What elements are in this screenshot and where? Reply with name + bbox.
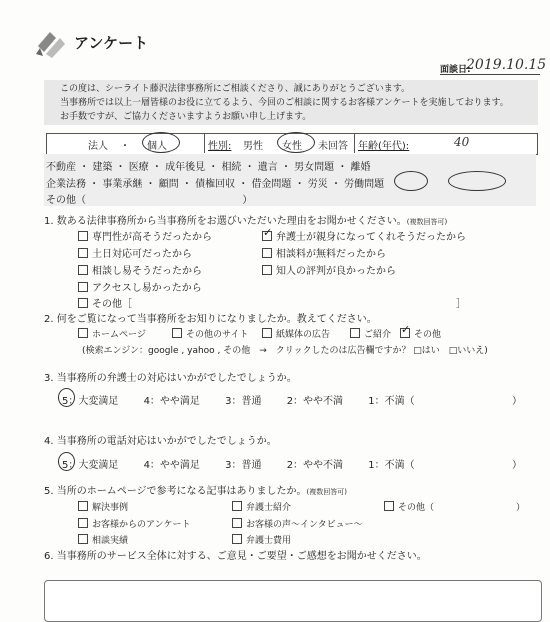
checkbox[interactable] — [262, 328, 272, 338]
q1-title: 1. 数ある法律事務所から当事務所をお選びいただいた理由をお聞かせください。(複数回答可) — [44, 216, 448, 227]
gender-male[interactable]: 男性 — [243, 141, 263, 152]
date-label: 面談日: — [440, 65, 471, 75]
comment-box[interactable] — [44, 580, 542, 622]
checkbox[interactable] — [78, 248, 88, 258]
selected-circle — [58, 388, 75, 407]
category-item[interactable]: 借金問題 — [251, 179, 292, 190]
scale-option[interactable]: 3：普通 — [225, 460, 262, 471]
checkbox[interactable] — [78, 282, 88, 292]
q2-option[interactable]: ホームページ — [78, 327, 146, 340]
scale-option[interactable]: 2：やや不満 — [286, 396, 344, 407]
gender-no-answer[interactable]: 未回答 — [318, 141, 348, 152]
category-item[interactable]: 労働問題 — [344, 179, 385, 190]
q1-option[interactable]: 土日対応可だったから — [78, 245, 192, 260]
checkbox[interactable] — [78, 501, 88, 511]
checkbox[interactable] — [78, 534, 88, 544]
checkbox[interactable] — [232, 501, 242, 511]
q5-option-other[interactable]: その他（ — [384, 500, 434, 513]
q2-option[interactable]: ご紹介 — [350, 327, 391, 340]
q3-scale-end: ） — [512, 396, 522, 407]
checkbox[interactable] — [78, 328, 88, 338]
scale-option[interactable]: 5：大変満足 — [62, 396, 119, 407]
age-value[interactable]: 40 — [454, 135, 470, 149]
type-separator: ・ — [120, 141, 130, 152]
category-item[interactable]: 不動産 — [46, 162, 76, 173]
category-item[interactable]: 建築 — [92, 162, 113, 173]
page-title: アンケート — [74, 34, 149, 52]
type-corp[interactable]: 法人 — [88, 141, 108, 152]
q5-other-end: ） — [516, 503, 526, 513]
date-value: 2019.10.15 — [466, 57, 547, 73]
selected-circle — [58, 452, 75, 471]
checkbox[interactable] — [78, 518, 88, 528]
q2-option[interactable]: ✓ その他 — [401, 323, 442, 340]
checkbox[interactable] — [350, 328, 360, 338]
scale-option[interactable]: 1：不満（ — [368, 460, 415, 471]
category-item[interactable]: 債権回収 — [195, 179, 236, 190]
q5-option[interactable]: 弁護士紹介 — [232, 500, 291, 513]
date-underline — [440, 74, 540, 75]
profile-divider — [354, 133, 355, 153]
intro-line-2: 当事務所では以上一層皆様のお役に立てるよう、今回のご相談に関するお客様アンケートを実施しております。 — [60, 98, 509, 108]
q5-option[interactable]: 解決事例 — [78, 500, 128, 513]
category-other-label: その他（ — [46, 195, 86, 206]
intro-line-3: お手数ですが、ご協力くださいますようお願い申し上げます。 — [60, 112, 312, 122]
category-item[interactable]: 事業承継 — [102, 179, 143, 190]
category-item[interactable]: 企業法務 — [46, 179, 86, 190]
checkbox[interactable] — [262, 248, 272, 258]
checkbox[interactable] — [78, 298, 88, 308]
q1-option[interactable]: 知人の評判が良かったから — [262, 262, 396, 277]
scale-option[interactable]: 1：不満（ — [368, 396, 415, 407]
logo-mark — [34, 26, 68, 60]
selected-circle — [394, 171, 428, 191]
category-item[interactable]: 遺言 — [257, 162, 278, 173]
q6-title: 6. 当事務所のサービス全体に対する、ご意見・ご要望・ご感想をお聞かせください。 — [44, 551, 427, 562]
checkbox[interactable] — [232, 534, 242, 544]
q1-option[interactable]: 相談料が無料だったから — [262, 245, 386, 260]
category-item[interactable]: 顧問 — [158, 179, 179, 190]
category-row-2: 企業法務 ・ 事業承継 ・ 顧問 ・ 債権回収 ・ 借金問題 ・ 労災 ・ 労働問題 — [46, 179, 385, 190]
scale-option[interactable]: 4：やや満足 — [143, 460, 200, 471]
q1-option[interactable]: ✓ 弁護士が親身になってくれそうだったから — [263, 226, 466, 243]
q1-option[interactable]: アクセスし易かったから — [78, 279, 202, 294]
category-item[interactable]: 労災 — [307, 179, 328, 190]
category-item[interactable]: 成年後見 — [165, 162, 206, 173]
q1-option[interactable]: 相談し易そうだったから — [78, 262, 202, 277]
checkbox[interactable] — [78, 265, 88, 275]
q1-option[interactable]: 専門性が高そうだったから — [78, 228, 212, 243]
q4-scale — [62, 456, 415, 471]
q3-scale — [62, 392, 415, 407]
scale-option[interactable]: 5：大変満足 — [62, 460, 119, 471]
intro-line-1: この度は、シーライト藤沢法律事務所にご相談くださり、誠にありがとうございます。 — [60, 84, 411, 94]
q2-option[interactable]: その他のサイト — [172, 327, 248, 340]
category-item[interactable]: 男女問題 — [294, 162, 335, 173]
q1-option-other[interactable]: その他［ — [78, 295, 132, 310]
checkbox[interactable] — [78, 231, 88, 241]
type-person[interactable]: 個人 — [147, 141, 167, 152]
q2-option[interactable]: 紙媒体の広告 — [262, 327, 330, 340]
checkbox[interactable] — [262, 265, 272, 275]
selected-circle — [277, 132, 315, 153]
q4-scale-end: ） — [512, 460, 522, 471]
gender-female[interactable]: 女性 — [282, 141, 302, 152]
category-row-1: 不動産 ・ 建築 ・ 医療 ・ 成年後見 ・ 相続 ・ 遺言 ・ 男女問題 ・ 離婚 — [46, 162, 371, 173]
q5-option[interactable]: お客様からのアンケート — [78, 517, 190, 530]
checkbox[interactable] — [384, 501, 394, 511]
q3-title: 3. 当事務所の弁護士の対応はいかがでしたでしょうか。 — [44, 373, 297, 384]
q5-title: 5. 当所のホームページで参考になる記事はありましたか。(複数回答可) — [44, 486, 347, 497]
category-item[interactable]: 医療 — [128, 162, 149, 173]
category-item[interactable]: 相続 — [221, 162, 242, 173]
scale-option[interactable]: 4：やや満足 — [143, 396, 200, 407]
profile-divider — [204, 133, 205, 153]
checkbox[interactable] — [232, 518, 242, 528]
q1-other-end: ］ — [456, 299, 466, 310]
q2-title: 2. 何をご覧になって当事務所をお知りになりましたか。教えてください。 — [44, 314, 377, 325]
selected-circle — [142, 132, 180, 153]
age-label: 年齢(年代): — [358, 141, 410, 152]
selected-circle — [448, 171, 506, 191]
q4-title: 4. 当事務所の電話対応はいかがでしたでしょうか。 — [44, 436, 277, 447]
checkbox-checked[interactable]: ✓ — [401, 323, 411, 336]
q2-subnote: (検索エンジン：google , yahoo , その他 → クリックしたのは広告欄ですか？ □はい □いいえ) — [82, 346, 488, 356]
q5-option[interactable]: お客様の声～インタビュー～ — [232, 517, 363, 530]
checkbox-checked[interactable]: ✓ — [263, 226, 273, 239]
q5-option[interactable]: 相談実績 — [78, 533, 128, 546]
category-other[interactable] — [46, 191, 252, 206]
category-item[interactable]: 離婚 — [350, 162, 371, 173]
scale-option[interactable]: 2：やや不満 — [286, 460, 344, 471]
scale-option[interactable]: 3：普通 — [225, 396, 262, 407]
gender-label: 性別: — [208, 141, 232, 152]
q5-option[interactable]: 弁護士費用 — [232, 533, 291, 546]
checkbox[interactable] — [172, 328, 182, 338]
category-other-end: ） — [242, 195, 253, 206]
